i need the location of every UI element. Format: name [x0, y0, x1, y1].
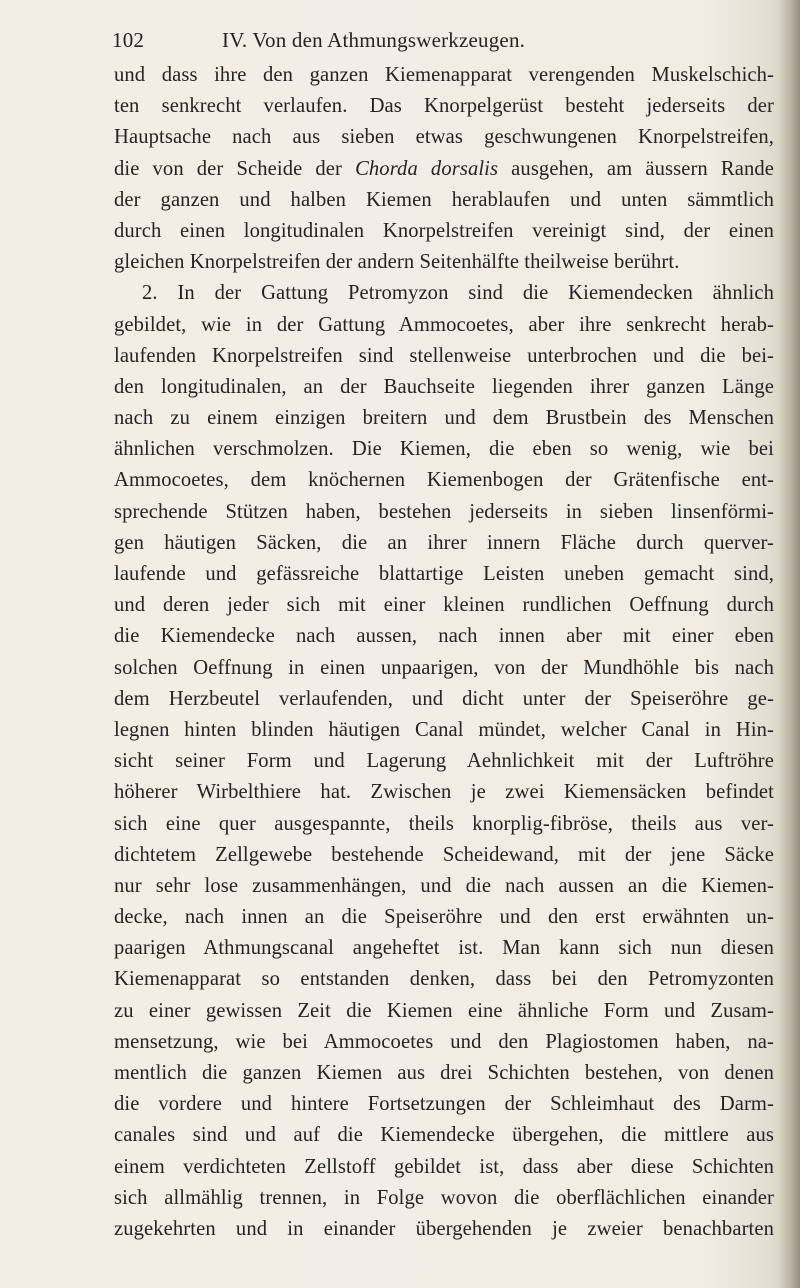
- text-line: sich allmählig trennen, in Folge wovon die oberflächlichen einander: [114, 1186, 774, 1209]
- text-line: dichtetem Zellgewebe bestehende Scheidewand, mit der jene Säcke: [114, 843, 774, 866]
- text-line: nur sehr lose zusammenhängen, und die nach aussen an die Kiemen-: [114, 874, 774, 897]
- text-line: solchen Oeffnung in einen unpaarigen, von der Mundhöhle bis nach: [114, 656, 774, 679]
- text-line: einem verdichteten Zellstoff gebildet ist, dass aber diese Schichten: [114, 1155, 774, 1178]
- text-line: gen häutigen Säcken, die an ihrer innern Fläche durch querver-: [114, 531, 774, 554]
- text-line: sprechende Stützen haben, bestehen jederseits in sieben linsenförmi-: [114, 500, 774, 523]
- text-line: decke, nach innen an die Speiseröhre und den erst erwähnten un-: [114, 906, 774, 929]
- text-line: und deren jeder sich mit einer kleinen rundlichen Oeffnung durch: [114, 594, 774, 617]
- text-line: Ammocoetes, dem knöchernen Kiemenbogen der Grätenfische ent-: [114, 469, 774, 492]
- text-line: legnen hinten blinden häutigen Canal mündet, welcher Canal in Hin-: [114, 718, 774, 741]
- text-line: zu einer gewissen Zeit die Kiemen eine ähnliche Form und Zusam-: [114, 999, 774, 1022]
- text-line: Hauptsache nach aus sieben etwas geschwungenen Knorpelstreifen,: [114, 126, 774, 149]
- text-line: mentlich die ganzen Kiemen aus drei Schichten bestehen, von denen: [114, 1062, 774, 1084]
- text-line: zugekehrten und in einander übergehenden je zweier benachbarten: [114, 1217, 774, 1240]
- chapter-heading: IV. Von den Athmungswerkzeugen.: [222, 28, 526, 52]
- text-line: ten senkrecht verlaufen. Das Knorpelgerüst besteht jederseits der: [114, 95, 774, 118]
- page-edge-shadow: [778, 0, 800, 1288]
- body-text: [114, 60, 774, 1245]
- text-line: Kiemenapparat so entstanden denken, dass bei den Petromyzonten: [114, 968, 774, 991]
- page-number: 102: [112, 28, 145, 52]
- text-line: ähnlichen verschmolzen. Die Kiemen, die eben so wenig, wie bei: [114, 438, 774, 461]
- text-line: dem Herzbeutel verlaufenden, und dicht unter der Speiseröhre ge-: [114, 687, 774, 710]
- text-line: die von der Scheide der Chorda dorsalis ausgehen, am äussern Rande: [114, 157, 774, 180]
- text-line: 2. In der Gattung Petromyzon sind die Kiemendecken ähnlich: [142, 282, 774, 305]
- text-line: sicht seiner Form und Lagerung Aehnlichkeit mit der Luftröhre: [114, 750, 774, 773]
- text-line: laufenden Knorpelstreifen sind stellenweise unterbrochen und die bei-: [114, 344, 774, 367]
- text-line: canales sind und auf die Kiemendecke übergehen, die mittlere aus: [114, 1124, 774, 1147]
- text-line: sich eine quer ausgespannte, theils knorplig-fibröse, theils aus ver-: [114, 812, 774, 835]
- text-line: durch einen longitudinalen Knorpelstreifen vereinigt sind, der einen: [114, 219, 774, 242]
- text-line: der ganzen und halben Kiemen herablaufen und unten sämmtlich: [114, 188, 774, 211]
- text-line: laufende und gefässreiche blattartige Leisten uneben gemacht sind,: [114, 563, 774, 585]
- text-line: die vordere und hintere Fortsetzungen der Schleimhaut des Darm-: [114, 1093, 774, 1116]
- text-line: höherer Wirbelthiere hat. Zwischen je zwei Kiemensäcken befindet: [114, 781, 774, 804]
- text-line: den longitudinalen, an der Bauchseite liegenden ihrer ganzen Länge: [114, 375, 774, 398]
- running-head: [112, 28, 752, 58]
- text-line: mensetzung, wie bei Ammocoetes und den Plagiostomen haben, na-: [114, 1030, 774, 1053]
- text-line: die Kiemendecke nach aussen, nach innen aber mit einer eben: [114, 625, 774, 648]
- text-line: gebildet, wie in der Gattung Ammocoetes, aber ihre senkrecht herab-: [114, 313, 774, 336]
- text-line: nach zu einem einzigen breitern und dem Brustbein des Menschen: [114, 407, 774, 430]
- text-line: gleichen Knorpelstreifen der andern Seitenhälfte theilweise berührt.: [114, 251, 680, 274]
- text-line: paarigen Athmungscanal angeheftet ist. Man kann sich nun diesen: [114, 937, 774, 960]
- text-line: und dass ihre den ganzen Kiemenapparat verengenden Muskelschich-: [114, 64, 774, 86]
